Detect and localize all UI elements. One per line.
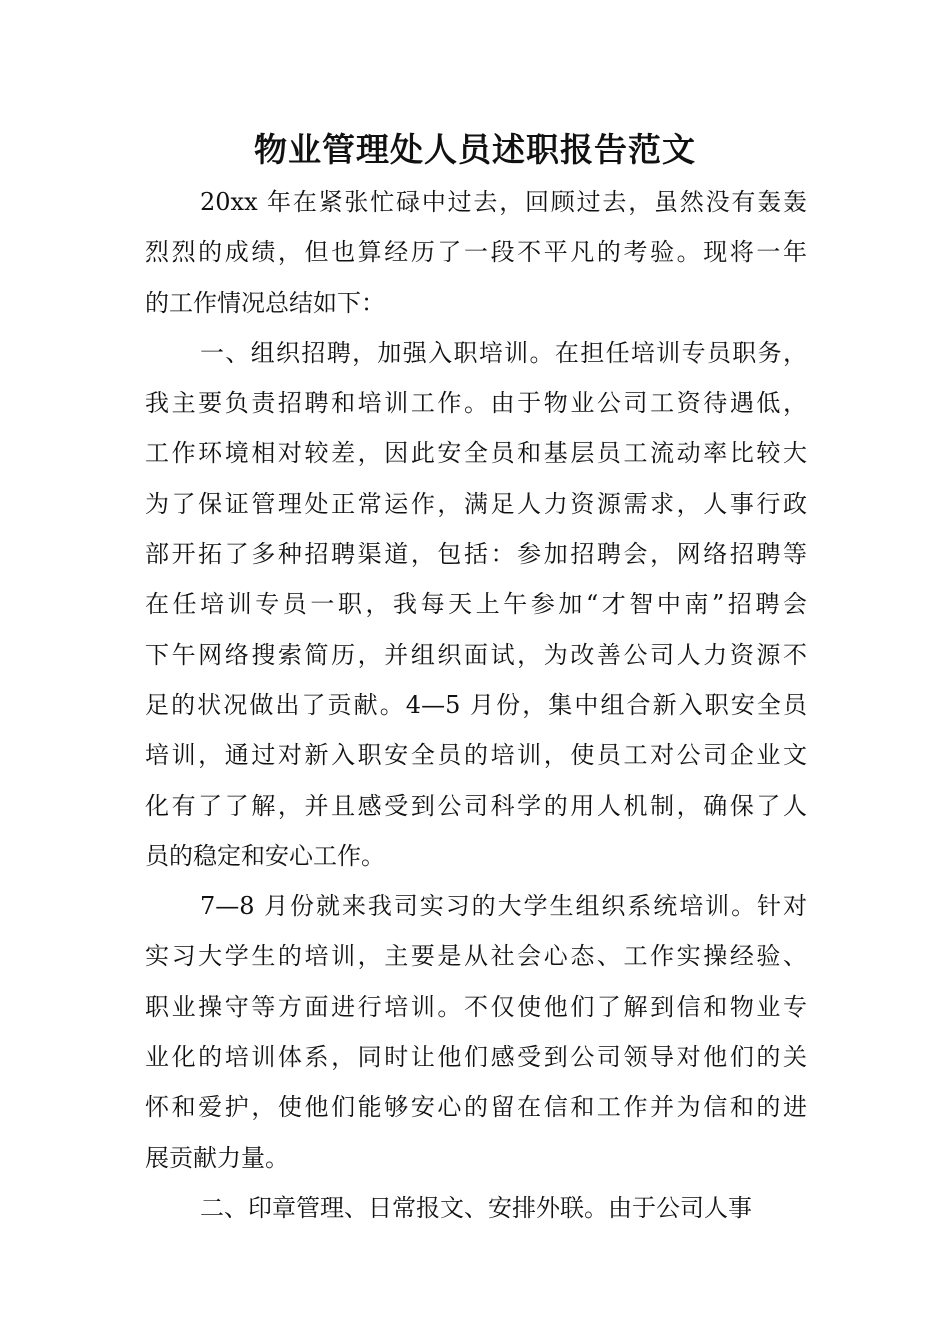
text-line: 部开拓了多种招聘渠道，包括：参加招聘会，网络招聘等	[145, 540, 807, 569]
text-line: 下午网络搜索简历，并组织面试，为改善公司人力资源不	[145, 640, 807, 669]
paragraph-intro	[145, 177, 807, 328]
text-line: 一、组织招聘，加强入职培训。在担任培训专员职务，	[200, 338, 807, 367]
text-line: 怀和爱护，使他们能够安心的留在信和工作并为信和的进	[145, 1093, 807, 1122]
text-line: 职业操守等方面进行培训。不仅使他们了解到信和物业专	[145, 992, 807, 1021]
text-line: 员的稳定和安心工作。	[145, 841, 385, 870]
text-line: 展贡献力量。	[145, 1143, 289, 1172]
document-title: 物业管理处人员述职报告范文	[254, 130, 696, 169]
text-line: 的工作情况总结如下：	[145, 288, 385, 317]
text-line: 我主要负责招聘和培训工作。由于物业公司工资待遇低，	[145, 389, 807, 418]
document-body	[145, 177, 807, 1233]
text-line: 在任培训专员一职，我每天上午参加“才智中南”招聘会	[145, 590, 807, 619]
text-line: 烈烈的成绩，但也算经历了一段不平凡的考验。现将一年	[145, 238, 807, 267]
text-line: 足的状况做出了贡献。4—5 月份，集中组合新入职安全员	[145, 690, 807, 719]
text-line: 20xx 年在紧张忙碌中过去，回顾过去，虽然没有轰轰	[200, 188, 807, 216]
text-line: 为了保证管理处正常运作，满足人力资源需求，人事行政	[145, 489, 807, 518]
text-line: 7—8 月份就来我司实习的大学生组织系统培训。针对	[200, 892, 807, 921]
text-line: 化有了了解，并且感受到公司科学的用人机制，确保了人	[145, 791, 807, 820]
text-line: 工作环境相对较差，因此安全员和基层员工流动率比较大	[145, 439, 807, 468]
text-line: 二、印章管理、日常报文、安排外联。由于公司人事	[200, 1193, 752, 1222]
text-line: 培训，通过对新入职安全员的培训，使员工对公司企业文	[145, 741, 807, 770]
paragraph-seal-management	[145, 1183, 807, 1233]
paragraph-intern-training	[145, 881, 807, 1183]
text-line: 业化的培训体系，同时让他们感受到公司领导对他们的关	[145, 1043, 807, 1072]
paragraph-recruitment	[145, 328, 807, 881]
text-line: 实习大学生的培训，主要是从社会心态、工作实操经验、	[145, 942, 807, 971]
